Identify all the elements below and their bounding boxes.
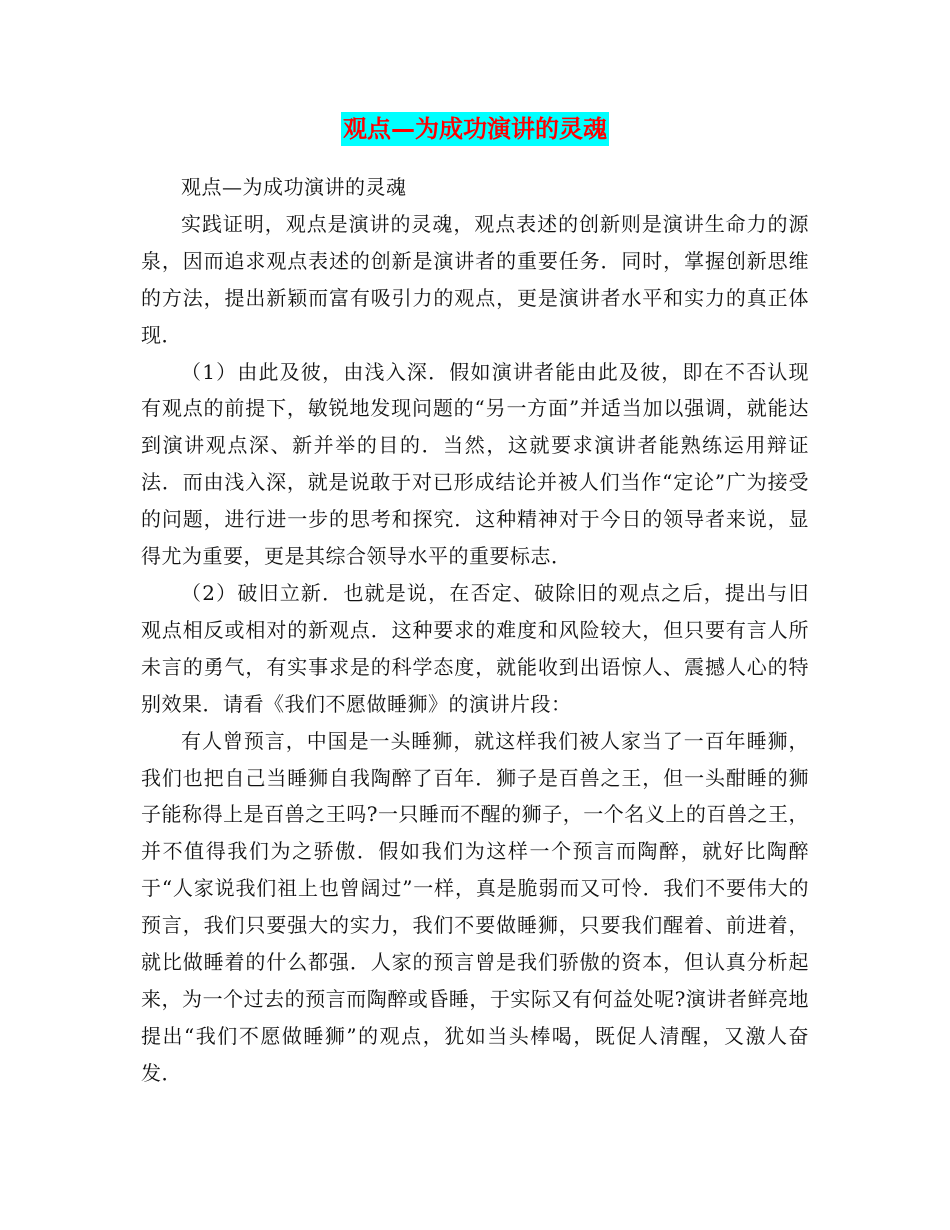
subtitle-paragraph: 观点—为成功演讲的灵魂: [181, 175, 407, 199]
point-one-paragraph: （1）由此及彼，由浅入深．假如演讲者能由此及彼，即在不否认现有观点的前提下，敏锐地发现问题的“另一方面”并适当加以强调，就能达到演讲观点深、新并举的目的．当然，这就要求演讲者能熟练运用辩证法．而由浅入深，就是说敢于对已形成结论并被人们当作“定论”广为接受的问题，进行进一步的思考和探究．这种精神对于今日的领导者来说，显得尤为重要，更是其综合领导水平的重要标志．: [141, 359, 809, 569]
example-paragraph: 有人曾预言，中国是一头睡狮，就这样我们被人家当了一百年睡狮，我们也把自己当睡狮自我陶醉了百年．狮子是百兽之王，但一头酣睡的狮子能称得上是百兽之王吗?一只睡而不醒的狮子，一个名义上的百兽之王，并不值得我们为之骄傲．假如我们为这样一个预言而陶醉，就好比陶醉于“人家说我们祖上也曾阔过”一样，真是脆弱而又可怜．我们不要伟大的预言，我们只要强大的实力，我们不要做睡狮，只要我们醒着、前进着，就比做睡着的什么都强．人家的预言曾是我们骄傲的资本，但认真分析起来，为一个过去的预言而陶醉或昏睡，于实际又有何益处呢?演讲者鲜亮地提出“我们不愿做睡狮”的观点，犹如当头棒喝，既促人清醒，又激人奋发．: [141, 728, 809, 1085]
point-two-paragraph: （2）破旧立新．也就是说，在否定、破除旧的观点之后，提出与旧观点相反或相对的新观点．这种要求的难度和风险较大，但只要有言人所未言的勇气，有实事求是的科学态度，就能收到出语惊人、震撼人心的特别效果．请看《我们不愿做睡狮》的演讲片段：: [141, 580, 809, 716]
document-title: 观点—为成功演讲的灵魂: [341, 112, 609, 146]
document-body: [141, 169, 809, 1092]
intro-paragraph: 实践证明，观点是演讲的灵魂，观点表述的创新则是演讲生命力的源泉，因而追求观点表述的创新是演讲者的重要任务．同时，掌握创新思维的方法，提出新颖而富有吸引力的观点，更是演讲者水平和实力的真正体现．: [141, 211, 809, 347]
title-container: [0, 112, 950, 146]
